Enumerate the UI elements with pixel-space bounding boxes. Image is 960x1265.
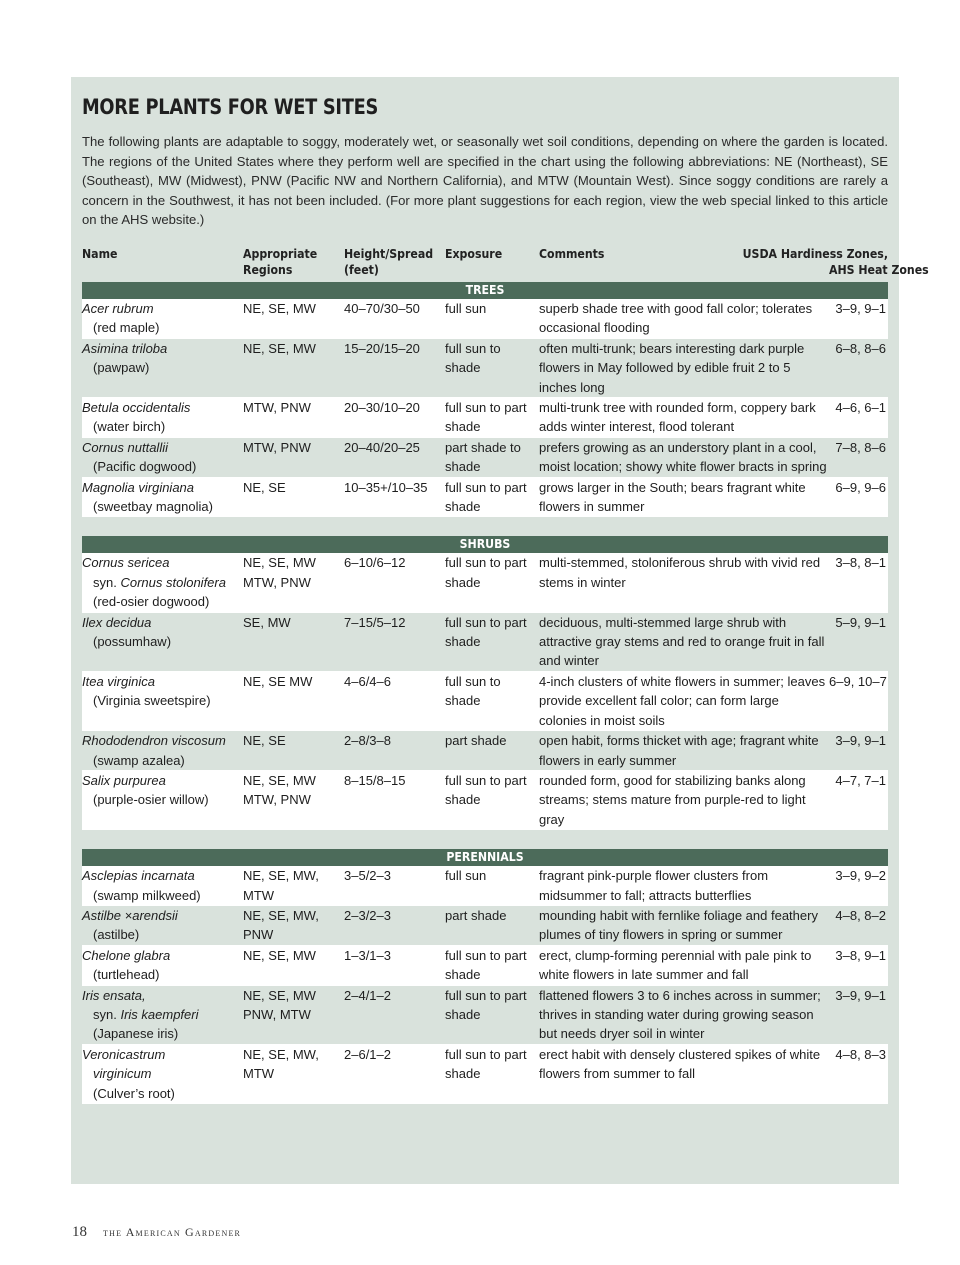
comments-cell: multi-trunk tree with rounded form, coppery bark adds winter interest, flood tolerant [539, 398, 829, 438]
section-label: TREES [82, 282, 888, 299]
regions-cell: MTW, PNW [243, 437, 344, 477]
comments-cell: flattened flowers 3 to 6 inches across in summer; thrives in standing water during growing season but needs dryer soil in winter [539, 985, 829, 1044]
scientific-name: Magnolia virginiana [82, 479, 195, 495]
height-cell: 2–3/2–3 [344, 905, 445, 945]
section-label: PERENNIALS [82, 849, 888, 866]
regions-cell: NE, SE, MW [243, 945, 344, 985]
common-name: (swamp azalea) [93, 752, 185, 768]
common-name: (pawpaw) [93, 360, 150, 376]
regions-cell: NE, SE, MW [243, 338, 344, 397]
zones-cell: 3–8, 9–1 [829, 945, 888, 985]
scientific-name: Salix purpurea [82, 772, 166, 788]
section-spacer [82, 517, 888, 537]
zones-cell: 4–7, 7–1 [829, 770, 888, 829]
table-row [82, 338, 888, 397]
chart-panel [71, 77, 929, 1184]
plant-name-cell [82, 1044, 243, 1103]
table-row [82, 477, 888, 517]
height-cell: 8–15/8–15 [344, 770, 445, 829]
synonym-name: Iris kaempferi [120, 1006, 199, 1022]
height-cell: 2–8/3–8 [344, 731, 445, 771]
section-header-perennials [82, 849, 888, 866]
comments-cell: rounded form, good for stabilizing banks along streams; stems mature from purple-red to light gray [539, 770, 829, 829]
section-spacer [82, 830, 888, 850]
exposure-cell: full sun to part shade [445, 612, 539, 671]
exposure-cell: full sun to part shade [445, 398, 539, 438]
common-name: (Pacific dogwood) [93, 459, 197, 475]
scientific-name: Veronicastrum [82, 1046, 166, 1062]
exposure-cell: full sun to part shade [445, 1044, 539, 1103]
regions-cell: NE, SE [243, 477, 344, 517]
table-header-row [82, 246, 888, 282]
zones-cell: 4–8, 8–2 [829, 905, 888, 945]
exposure-cell: full sun [445, 866, 539, 905]
height-cell: 6–10/6–12 [344, 553, 445, 612]
table-row [82, 437, 888, 477]
table-row [82, 612, 888, 671]
zones-cell: 6–9, 9–6 [829, 477, 888, 517]
common-name: (water birch) [93, 419, 166, 435]
exposure-cell: part shade [445, 905, 539, 945]
scientific-name: Cornus nuttallii [82, 439, 168, 455]
common-name: (Culver’s root) [93, 1085, 175, 1101]
exposure-cell: full sun to shade [445, 671, 539, 730]
exposure-cell: part shade to shade [445, 437, 539, 477]
table-row [82, 671, 888, 730]
plant-name-cell [82, 905, 243, 945]
exposure-cell: part shade [445, 731, 539, 771]
exposure-cell: full sun to part shade [445, 477, 539, 517]
regions-cell: NE, SE, MW MTW, PNW [243, 553, 344, 612]
regions-cell: NE, SE, MW, MTW [243, 1044, 344, 1103]
table-row [82, 985, 888, 1044]
zones-cell: 3–9, 9–1 [829, 985, 888, 1044]
zones-cell: 3–9, 9–2 [829, 866, 888, 905]
table-row [82, 1044, 888, 1103]
exposure-cell: full sun to part shade [445, 985, 539, 1044]
page-number: 18 [72, 1224, 87, 1240]
section-header-shrubs [82, 536, 888, 553]
comments-cell: erect habit with densely clustered spikes of white flowers from summer to fall [539, 1044, 829, 1103]
comments-cell: open habit, forms thicket with age; fragrant white flowers in early summer [539, 731, 829, 771]
common-name: (turtlehead) [93, 967, 160, 983]
height-cell: 20–30/10–20 [344, 398, 445, 438]
regions-cell: NE, SE MW [243, 671, 344, 730]
common-name: (astilbe) [93, 927, 140, 943]
regions-cell: NE, SE, MW, PNW [243, 905, 344, 945]
page-title: MORE PLANTS FOR WET SITES [82, 95, 379, 120]
exposure-cell: full sun to part shade [445, 770, 539, 829]
common-name: (sweetbay magnolia) [93, 499, 213, 515]
plant-name-cell [82, 671, 243, 730]
table-row [82, 299, 888, 338]
table-row [82, 553, 888, 612]
common-name: (purple-osier willow) [93, 792, 209, 808]
table-row [82, 866, 888, 905]
comments-cell: prefers growing as an understory plant in a cool, moist location; showy white flower bracts in spring [539, 437, 829, 477]
zones-cell: 4–8, 8–3 [829, 1044, 888, 1103]
table-row [82, 770, 888, 829]
scientific-name: Acer rubrum [82, 300, 154, 316]
scientific-name: Cornus sericea [82, 555, 170, 571]
comments-cell: erect, clump-forming perennial with pale pink to white flowers in late summer and fall [539, 945, 829, 985]
table-row [82, 945, 888, 985]
scientific-name: Ilex decidua [82, 614, 152, 630]
comments-cell: grows larger in the South; bears fragrant white flowers in summer [539, 477, 829, 517]
synonym [82, 1005, 241, 1024]
comments-cell: fragrant pink-purple flower clusters from midsummer to fall; attracts butterflies [539, 866, 829, 905]
height-cell: 3–5/2–3 [344, 866, 445, 905]
regions-cell: NE, SE, MW PNW, MTW [243, 985, 344, 1044]
plant-name-cell [82, 338, 243, 397]
scientific-name: Itea virginica [82, 673, 155, 689]
table-row [82, 398, 888, 438]
common-name: (swamp milkweed) [93, 887, 201, 903]
exposure-cell: full sun to part shade [445, 553, 539, 612]
comments-cell: often multi-trunk; bears interesting dark purple flowers in May followed by edible fruit 2 to 5 inches long [539, 338, 829, 397]
plant-name-cell [82, 398, 243, 438]
regions-cell: NE, SE, MW, MTW [243, 866, 344, 905]
regions-cell: NE, SE [243, 731, 344, 771]
zones-cell: 3–9, 9–1 [829, 299, 888, 338]
plant-name-cell [82, 553, 243, 612]
synonym-prefix: syn. [93, 1006, 121, 1022]
header-zones: USDA Hardiness Zones, AHS Heat Zones [742, 246, 929, 277]
zones-cell: 6–8, 8–6 [829, 338, 888, 397]
scientific-name: Chelone glabra [82, 947, 171, 963]
plant-name-cell [82, 299, 243, 338]
scientific-name: Asimina triloba [82, 340, 168, 356]
height-cell: 15–20/15–20 [344, 338, 445, 397]
comments-cell: 4-inch clusters of white flowers in summer; leaves provide excellent fall color; can form large colonies in moist soils [539, 671, 829, 730]
height-cell: 40–70/30–50 [344, 299, 445, 338]
regions-cell: NE, SE, MW [243, 299, 344, 338]
header-comments: Comments [539, 246, 605, 261]
header-name: Name [82, 246, 118, 261]
height-cell: 20–40/20–25 [344, 437, 445, 477]
synonym-prefix: syn. [93, 574, 121, 590]
zones-cell: 3–8, 8–1 [829, 553, 888, 612]
comments-cell: superb shade tree with good fall color; tolerates occasional flooding [539, 299, 829, 338]
scientific-name: Rhododendron viscosum [82, 733, 226, 749]
plant-name-cell [82, 612, 243, 671]
height-cell: 2–6/1–2 [344, 1044, 445, 1103]
plant-name-cell [82, 985, 243, 1044]
zones-cell: 5–9, 9–1 [829, 612, 888, 671]
plant-name-cell [82, 477, 243, 517]
common-name: (red-osier dogwood) [93, 594, 210, 610]
plant-name-cell [82, 770, 243, 829]
intro-paragraph: The following plants are adaptable to soggy, moderately wet, or seasonally wet soil conditions, depending on where the garden is located. The regions of the United States where they perform well are specified in the chart using the following abbreviations: NE (Northeast), SE (Southeast), MW (Midwest), PNW (Pacific NW and Northern California), and MTW (Mountain West). Since soggy conditions are rarely a concern in the Southwest, it has not been included. (For more plant suggestions for each region, view the web special linked to this article on the AHS website.) [82, 134, 888, 228]
height-cell: 1–3/1–3 [344, 945, 445, 985]
zones-cell: 3–9, 9–1 [829, 731, 888, 771]
scientific-name: Astilbe ×arendsii [82, 907, 178, 923]
section-header-trees [82, 282, 888, 299]
exposure-cell: full sun to shade [445, 338, 539, 397]
height-cell: 4–6/4–6 [344, 671, 445, 730]
synonym-name: Cornus stolonifera [120, 574, 226, 590]
zones-cell: 7–8, 8–6 [829, 437, 888, 477]
height-cell: 10–35+/10–35 [344, 477, 445, 517]
publication-name: the American Gardener [103, 1225, 242, 1239]
scientific-name: Betula occidentalis [82, 400, 191, 415]
table-row [82, 905, 888, 945]
header-exposure: Exposure [445, 246, 503, 261]
plant-name-cell [82, 945, 243, 985]
height-cell: 2–4/1–2 [344, 985, 445, 1044]
comments-cell: deciduous, multi-stemmed large shrub with attractive gray stems and red to orange fruit in fall and winter [539, 612, 829, 671]
page-footer [72, 1224, 241, 1241]
zones-cell: 4–6, 6–1 [829, 398, 888, 438]
height-cell: 7–15/5–12 [344, 612, 445, 671]
plant-name-cell [82, 437, 243, 477]
plants-table [82, 246, 929, 1104]
header-height: Height/Spread (feet) [344, 246, 434, 277]
exposure-cell: full sun to part shade [445, 945, 539, 985]
exposure-cell: full sun [445, 299, 539, 338]
common-name: (possumhaw) [93, 634, 172, 650]
synonym [82, 573, 241, 592]
plant-name-cell [82, 866, 243, 905]
common-name: (red maple) [93, 320, 160, 336]
regions-cell: NE, SE, MW MTW, PNW [243, 770, 344, 829]
comments-cell: multi-stemmed, stoloniferous shrub with vivid red stems in winter [539, 553, 829, 612]
scientific-name-cont: virginicum [93, 1066, 152, 1082]
header-regions: Appropriate Regions [243, 246, 318, 277]
section-label: SHRUBS [82, 536, 888, 553]
table-row [82, 731, 888, 771]
common-name: (Japanese iris) [93, 1026, 179, 1042]
scientific-name: Asclepias incarnata [82, 868, 195, 884]
plant-name-cell [82, 731, 243, 771]
common-name: (Virginia sweetspire) [93, 693, 211, 709]
regions-cell: SE, MW [243, 612, 344, 671]
regions-cell: MTW, PNW [243, 398, 344, 438]
zones-cell: 6–9, 10–7 [829, 671, 888, 730]
scientific-name: Iris ensata, [82, 987, 146, 1003]
comments-cell: mounding habit with fernlike foliage and feathery plumes of tiny flowers in spring or summer [539, 905, 829, 945]
